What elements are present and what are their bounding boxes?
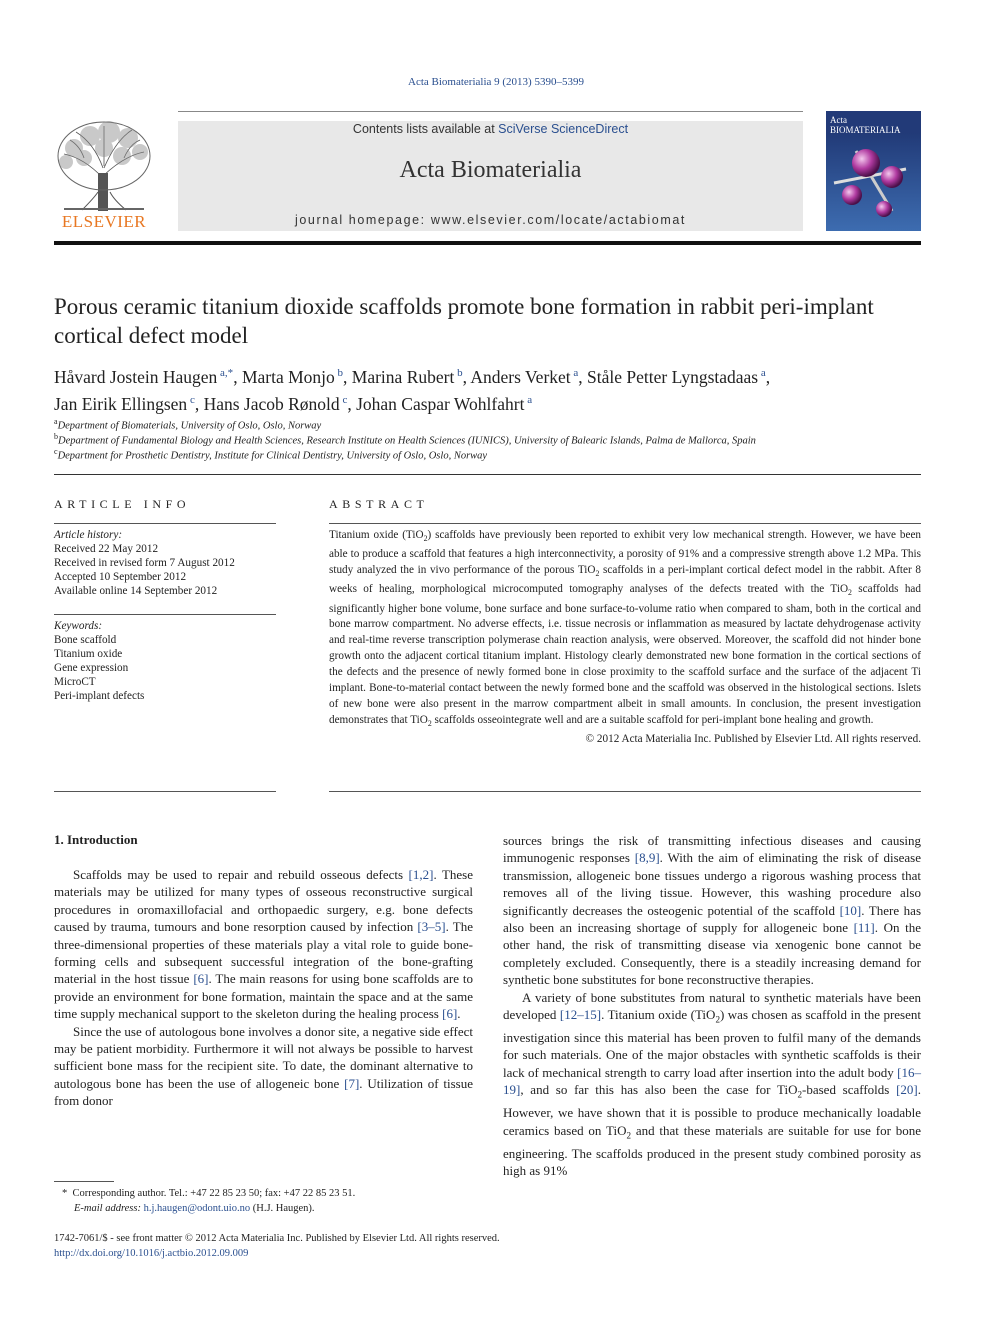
- keyword: Bone scaffold: [54, 634, 117, 647]
- cover-title: Acta BIOMATERIALIA: [830, 115, 901, 135]
- footnote: [62, 1186, 482, 1216]
- ref-link[interactable]: [20]: [896, 1082, 918, 1098]
- journal-citation[interactable]: Acta Biomaterialia 9 (2013) 5390–5399: [408, 76, 584, 88]
- journal-cover[interactable]: [826, 111, 921, 231]
- author-name[interactable]: Anders Verket: [470, 366, 571, 387]
- intro-paragraph-3: A variety of bone substitutes from natural to synthetic materials have been developed [12–15]. Titanium oxide (TiO$_2$) was chosen as scaffold in the present investigation since this material has been proven to fulfil many of the demands for such materials. One of the major obstacles with synthetic scaffolds is their lack of mechanical strength to carry load after insertion into the adult body [16–19], and so far this has also been the case for TiO$_2$-based scaffolds [20]. However, we have shown that it is possible to produce mechanically loadable ceramics based on TiO$_2$ and that these materials are suitable for use for bone engineering. The scaffolds produced in the present study combined porosity as high as 91%: [503, 989, 921, 1179]
- header-rule: [178, 111, 803, 112]
- journal-homepage[interactable]: journal homepage: www.elsevier.com/locate/actabiomat: [295, 213, 686, 227]
- body-column-left: [54, 866, 473, 1110]
- section-rule: [54, 474, 921, 475]
- doi-link[interactable]: http://dx.doi.org/10.1016/j.actbio.2012.09.009: [54, 1248, 249, 1259]
- abstract-bottom-rule: [329, 791, 921, 792]
- contents-line: Contents lists available at SciVerse ScienceDirect: [352, 122, 629, 136]
- author-affiliation-mark[interactable]: a,*: [217, 367, 234, 379]
- header-thick-rule: [54, 241, 921, 245]
- abstract-copyright: © 2012 Acta Materialia Inc. Published by Elsevier Ltd. All rights reserved.: [585, 733, 921, 746]
- intro-paragraph-1: Scaffolds may be used to repair and rebuild osseous defects [1,2]. These materials may be utilized for many types of osseous reconstructive surgical procedures in oromaxillofacial and orthopaedic surgery, e.g. bone defects caused by trauma, tumours and bone resorption caused by infection [3–5]. The three-dimensional properties of these materials play a vital role to guide bone-forming cells and subsequent successful integration of the bone-grafting material in the host tissue [6]. The main reasons for using bone scaffolds are to provide an environment for bone formation, maintain the space and at the same time supply mechanical support to the skeleton during the healing process [6].: [54, 867, 473, 1022]
- keywords: [54, 619, 276, 704]
- ref-link[interactable]: [6]: [442, 1006, 458, 1022]
- keywords-label: Keywords:: [54, 620, 103, 632]
- body-column-right: [503, 832, 921, 1180]
- email-link[interactable]: h.j.haugen@odont.uio.no: [143, 1203, 251, 1214]
- ref-link[interactable]: [16–19]: [503, 1064, 921, 1098]
- history-label: Article history:: [54, 529, 123, 541]
- ref-link[interactable]: [11]: [853, 920, 875, 936]
- keyword: Titanium oxide: [54, 648, 123, 661]
- history-accepted: Accepted 10 September 2012: [54, 571, 187, 584]
- author-name[interactable]: Jan Eirik Ellingsen: [54, 393, 188, 414]
- article-info-heading: ARTICLE INFO: [54, 497, 191, 511]
- keywords-rule: [54, 614, 276, 615]
- issn-line: 1742-7061/$ - see front matter © 2012 Acta Materialia Inc. Published by Elsevier Ltd. All rights reserved.: [54, 1233, 500, 1244]
- ref-link[interactable]: [1,2]: [408, 867, 434, 882]
- ref-link[interactable]: [7]: [344, 1075, 360, 1091]
- article-history: [54, 528, 276, 598]
- ref-link[interactable]: [3–5]: [417, 919, 446, 935]
- ref-link[interactable]: [6]: [193, 971, 209, 987]
- author-name[interactable]: Ståle Petter Lyngstadaas: [587, 366, 759, 387]
- section-heading-introduction: 1. Introduction: [54, 832, 138, 847]
- author-list: [54, 362, 934, 416]
- keyword: MicroCT: [54, 676, 96, 689]
- page-footer: [54, 1231, 934, 1261]
- author-affiliation-mark[interactable]: c: [187, 393, 195, 406]
- abstract-body: [329, 528, 921, 748]
- author-affiliation-mark[interactable]: b: [454, 367, 463, 379]
- keyword: Gene expression: [54, 662, 129, 675]
- history-received: Received 22 May 2012: [54, 543, 159, 556]
- affiliation-b: $^b$Department of Fundamental Biology and Health Sciences, Research Institute on Health Sciences (IUNICS), University of Balearic Islands, Palma de Mallorca, Spain: [54, 432, 756, 447]
- abstract-text: Titanium oxide (TiO$_2$) scaffolds have previously been reported to exhibit very low mechanical strength. However, we have been able to produce a scaffold that features a high interconnectivity, a porosity of 91% and a compressive strength above 1.2 MPa. This study analyzed the in vivo performance of the porous TiO$_2$ scaffolds in a peri-implant cortical defect model in the rabbit. After 8 weeks of healing, morphological microcomputed tomography analyses of the defects treated with the TiO$_2$ scaffolds had significantly higher bone volume, bone surface and bone surface-to-volume ratio when compared to sham, both in the cortical and bone marrow compartment. No adverse effects, i.e. tissue necrosis or inflammation as measured by lactate dehydrogenase activity and real-time reverse transcription polymerase chain reaction analysis, were observed. Moreover, the scaffold did not hinder bone growth onto the adjacent cortical titanium implant. Histology clearly demonstrated new bone formation in the cortical sections of the defects and the presence of newly formed bone in close proximity to the scaffold surface and the surface of the adjacent Ti implant. Bone-to-material contact between the newly formed bone and the scaffold was observed in the histological sections. Islets of new bone were also present in the marrow compartment albeit in small amounts. In conclusion, the present investigation demonstrates that TiO$_2$ scaffolds osseointegrate well and are a suitable scaffold for peri-implant bone healing and growth.: [329, 529, 922, 729]
- intro-paragraph-2: Since the use of autologous bone involves a donor site, a negative side effect may be patient morbidity. Furthermore it will not always be possible to harvest sufficient bone mass for the recipient site. To date, the dominant alternative to autologous bone has been the use of allogeneic bone [7]. Utilization of tissue from donor: [54, 1023, 473, 1109]
- ref-link[interactable]: [12–15]: [559, 1007, 602, 1023]
- author-name[interactable]: Johan Caspar Wohlfahrt: [356, 393, 525, 414]
- article-title: Porous ceramic titanium dioxide scaffolds promote bone formation in rabbit peri-implant cortical defect model: [54, 294, 874, 348]
- author-affiliation-mark[interactable]: c: [339, 393, 348, 406]
- author-line-2: Jan Eirik Ellingsen $^c$, Hans Jacob Rønold $^c$, Johan Caspar Wohlfahrt $^a$: [54, 393, 533, 414]
- author-affiliation-mark[interactable]: a: [524, 393, 533, 406]
- ref-link[interactable]: [8,9]: [634, 850, 660, 866]
- affiliation-a: $^a$Department of Biomaterials, University of Oslo, Oslo, Norway: [54, 417, 322, 432]
- article-info-rule: [54, 523, 276, 524]
- journal-name: Acta Biomaterialia: [399, 157, 582, 183]
- corresponding-author: * Corresponding author. Tel.: +47 22 85 23 50; fax: +47 22 85 23 51.: [62, 1188, 356, 1199]
- article-info-bottom-rule: [54, 791, 276, 792]
- ref-link[interactable]: [10]: [839, 902, 862, 918]
- sciencedirect-link[interactable]: SciVerse ScienceDirect: [498, 122, 629, 136]
- elsevier-wordmark: ELSEVIER: [61, 212, 147, 231]
- elsevier-logo[interactable]: [54, 118, 154, 233]
- history-online: Available online 14 September 2012: [54, 585, 218, 598]
- affiliation-c: $^c$Department for Prosthetic Dentistry, Institute for Clinical Dentistry, University of Oslo, Oslo, Norway: [54, 447, 488, 462]
- keyword: Peri-implant defects: [54, 690, 145, 703]
- author-line-1: Håvard Jostein Haugen $^{a,*}$, Marta Monjo $^b$, Marina Rubert $^b$, Anders Verket $^a$, Ståle Petter Lyngstadaas $^a$,: [54, 366, 771, 387]
- author-name[interactable]: Marina Rubert: [351, 366, 455, 387]
- author-name[interactable]: Marta Monjo: [241, 366, 335, 387]
- footnote-rule: [54, 1181, 114, 1182]
- author-name[interactable]: Håvard Jostein Haugen: [54, 366, 218, 387]
- author-affiliation-mark[interactable]: b: [334, 367, 344, 379]
- intro-paragraph-2-cont: sources brings the risk of transmitting infectious diseases and causing immunogenic responses [8,9]. With the aim of eliminating the risk of disease transmission, allogeneic bone tissues undergo a rigorous washing process that removes all of the living tissue. However, this washing procedure also significantly decreases the osteogenic potential of the scaffold [10]. There has also been an increasing shortage of supply for allogeneic bone [11]. On the other hand, the risk of transmitting disease via xenogenic bone cannot be completely excluded. Consequently, there is a steadily increasing demand for synthetic bone substitutes for bone reconstructive therapies.: [503, 833, 922, 988]
- history-revised: Received in revised form 7 August 2012: [54, 557, 235, 570]
- author-name[interactable]: Hans Jacob Rønold: [203, 393, 340, 414]
- abstract-heading: ABSTRACT: [329, 497, 429, 511]
- abstract-rule: [329, 523, 921, 524]
- author-affiliation-mark[interactable]: a: [570, 367, 579, 379]
- author-affiliation-mark[interactable]: a: [758, 367, 766, 379]
- author-email: E-mail address: h.j.haugen@odont.uio.no (H.J. Haugen).: [74, 1203, 315, 1214]
